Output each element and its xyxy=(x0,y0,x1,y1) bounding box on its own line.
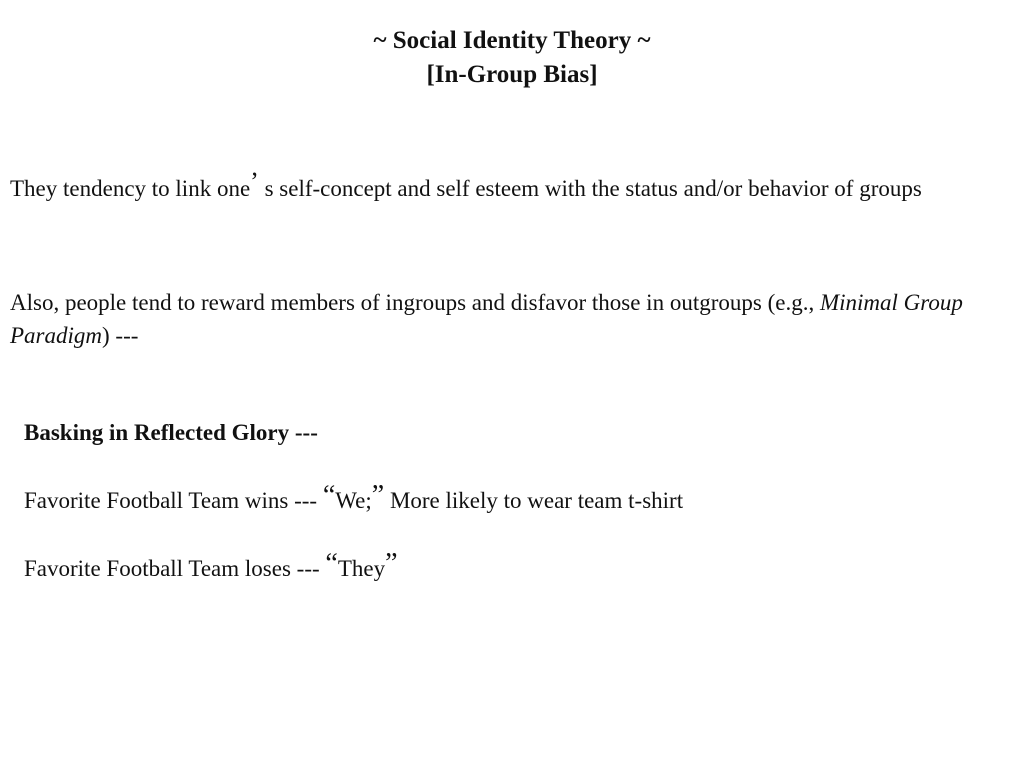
they-word: They xyxy=(337,556,386,581)
basking-heading: Basking in Reflected Glory --- xyxy=(24,420,318,445)
ingroup-text-end: ) --- xyxy=(102,323,139,348)
team-wins-prefix: Favorite Football Team wins --- xyxy=(24,488,323,513)
title-line-2: [In-Group Bias] xyxy=(426,61,598,88)
team-wins-suffix: More likely to wear team t-shirt xyxy=(384,488,684,513)
open-quote: “ xyxy=(322,480,336,511)
minimal-group-paradigm-term: Minimal Group Paradigm xyxy=(10,290,963,348)
team-loses-line xyxy=(24,548,1004,585)
close-quote: ” xyxy=(371,480,385,511)
definition-text-part1: They tendency to link one xyxy=(10,176,251,201)
team-wins-line xyxy=(24,480,1004,517)
team-loses-prefix: Favorite Football Team loses --- xyxy=(24,556,326,581)
ingroup-paragraph xyxy=(10,286,1000,352)
ingroup-text: Also, people tend to reward members of ingroups and disfavor those in outgroups (e.g., xyxy=(10,290,820,315)
open-quote: “ xyxy=(325,548,338,579)
definition-text-part2: s self-concept and self esteem with the status and/or behavior of groups xyxy=(258,176,922,201)
close-quote: ” xyxy=(385,548,398,579)
we-word: We; xyxy=(335,488,372,513)
definition-paragraph xyxy=(10,167,1000,205)
slide-title xyxy=(0,24,1024,92)
title-line-1: ~ Social Identity Theory ~ xyxy=(373,27,651,54)
definition-apostrophe: ’ xyxy=(250,167,259,196)
